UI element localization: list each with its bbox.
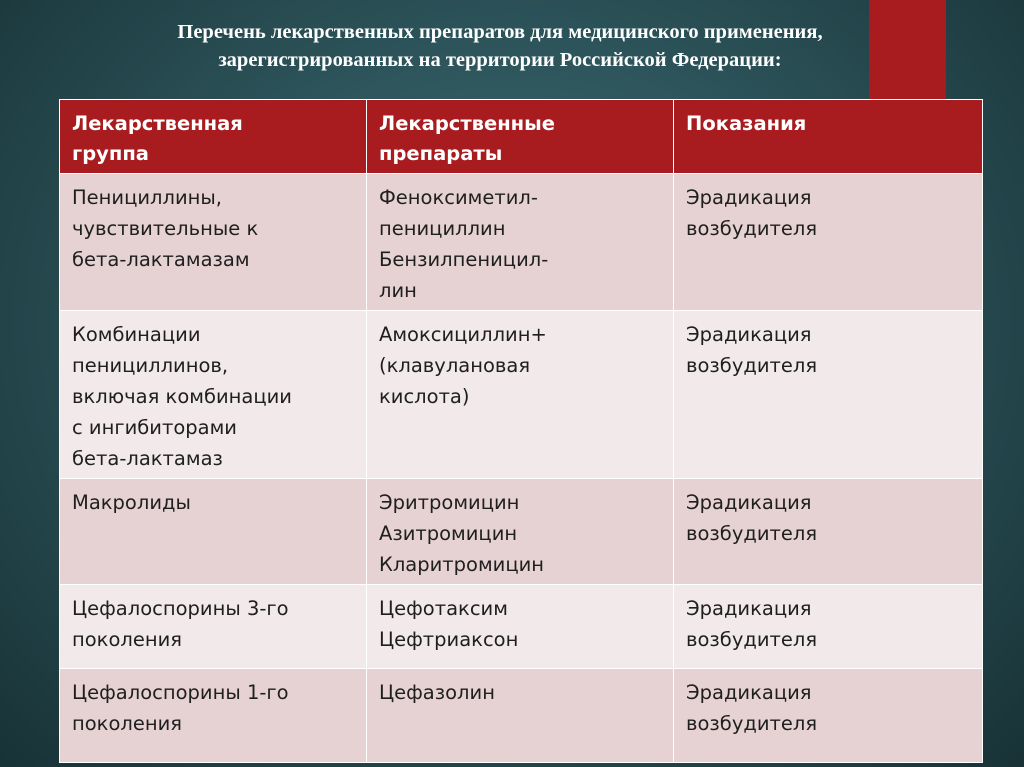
cell-drugs: Эритромицин Азитромицин Кларитромицин (367, 479, 674, 585)
cell-drug-group: Комбинации пенициллинов, включая комбинации с ингибиторами бета-лактамаз (60, 311, 367, 479)
header-drug-group: Лекарственная группа (60, 100, 367, 174)
cell-drugs: Цефотаксим Цефтриаксон (367, 585, 674, 669)
header-indications: Показания (674, 100, 983, 174)
cell-drug-group: Цефалоспорины 3-го поколения (60, 585, 367, 669)
table-row (60, 669, 983, 763)
cell-drug-group: Макролиды (60, 479, 367, 585)
table-row (60, 311, 983, 479)
drugs-table (59, 99, 983, 763)
table-row (60, 585, 983, 669)
slide-title-line-2: зарегистрированных на территории Российской Федерации: (218, 49, 782, 71)
cell-indication: Эрадикация возбудителя (674, 669, 983, 763)
slide-title-line-1: Перечень лекарственных препаратов для медицинского применения, (177, 21, 823, 43)
cell-drug-group: Пенициллины, чувствительные к бета-лактамазам (60, 174, 367, 311)
cell-drugs: Цефазолин (367, 669, 674, 763)
cell-drugs: Амоксициллин+ (клавулановая кислота) (367, 311, 674, 479)
cell-indication: Эрадикация возбудителя (674, 174, 983, 311)
cell-indication: Эрадикация возбудителя (674, 311, 983, 479)
header-drugs: Лекарственные препараты (367, 100, 674, 174)
cell-drugs: Феноксиметил- пенициллин Бензилпеницил- лин (367, 174, 674, 311)
table-header-row (60, 100, 983, 174)
table-row (60, 174, 983, 311)
cell-indication: Эрадикация возбудителя (674, 585, 983, 669)
slide-title (40, 18, 960, 74)
cell-indication: Эрадикация возбудителя (674, 479, 983, 585)
table-row (60, 479, 983, 585)
cell-drug-group: Цефалоспорины 1-го поколения (60, 669, 367, 763)
